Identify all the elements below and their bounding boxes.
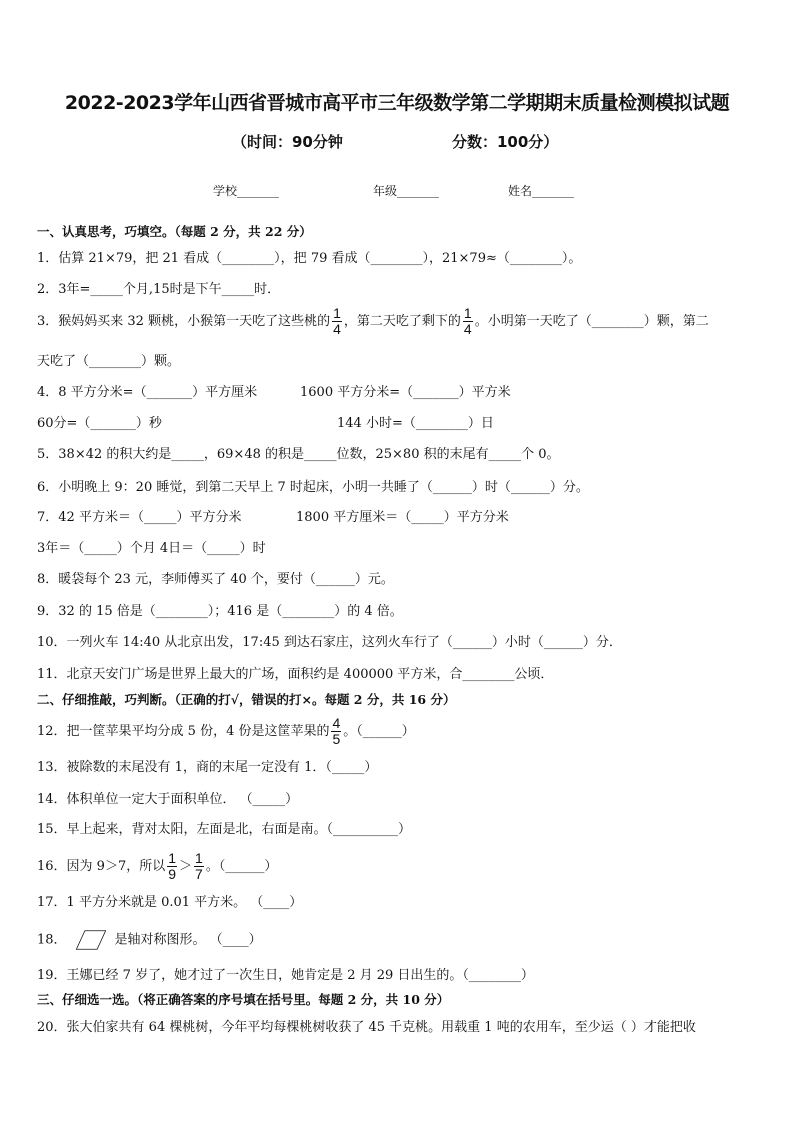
numerator: 1	[195, 850, 203, 866]
q3-text: 。小明第一天吃了（________）颗，第二	[474, 314, 709, 329]
question-5: 5．38×42 的积大约是_____，69×48 的积是_____位数，25×80 积的末尾有_____个 0。	[37, 447, 560, 462]
question-6: 6．小明晚上 9：20 睡觉，到第二天早上 7 时起床，小明一共睡了（______）时（______）分。	[37, 480, 589, 495]
denominator: 4	[333, 321, 341, 337]
denominator: 7	[195, 866, 203, 882]
question-4c: 60分=（_______）秒	[37, 416, 162, 431]
question-7c: 3年＝（_____）个月 4日＝（_____）时	[37, 541, 266, 556]
q18-text: 是轴对称图形。 （____）	[114, 932, 262, 948]
section-3-heading: 三、仔细选一选。（将正确答案的序号填在括号里。每题 2 分，共 10 分）	[37, 992, 450, 1007]
question-8: 8．暖袋每个 23 元，李师傅买了 40 个，要付（______）元。	[37, 572, 394, 587]
denominator: 9	[168, 866, 177, 882]
name-field[interactable]: 姓名_______	[508, 184, 575, 198]
parallelogram-figure	[71, 930, 111, 950]
question-1: 1．估算 21×79，把 21 看成（________），把 79 看成（________），21×79≈（________）。	[37, 251, 582, 266]
question-19: 19．王娜已经 7 岁了，她才过了一次生日，她肯定是 2 月 29 日出生的。（________）	[37, 968, 534, 983]
question-13: 13．被除数的末尾没有 1，商的末尾一定没有 1．（_____）	[37, 760, 378, 775]
q18-number: 18．	[37, 932, 67, 948]
section-1-heading: 一、认真思考，巧填空。（每题 2 分，共 22 分）	[37, 224, 312, 239]
question-4b: 1600 平方分米=（_______）平方米	[300, 385, 511, 400]
q16-text: 。（______）	[205, 859, 278, 874]
question-4d: 144 小时=（________）日	[337, 416, 494, 431]
fraction	[331, 716, 341, 747]
fraction	[167, 851, 177, 882]
question-10: 10．一列火车 14:40 从北京出发，17:45 到达石家庄，这列火车行了（______）小时（______）分．	[37, 635, 622, 650]
fraction	[194, 851, 204, 882]
greater-than: ＞	[179, 859, 193, 874]
numerator: 4	[332, 715, 341, 731]
question-3	[37, 306, 709, 337]
question-4a: 4．8 平方分米=（_______）平方厘米	[37, 385, 258, 400]
question-9: 9．32 的 15 倍是（________）；416 是（________）的 4 倍。	[37, 604, 403, 619]
fraction	[332, 306, 342, 337]
fraction	[463, 306, 473, 337]
question-2: 2．3年=_____个月,15时是下午_____时．	[37, 282, 281, 297]
exam-time: （时间：90分钟	[232, 133, 343, 151]
question-12	[37, 716, 415, 747]
q12-text: 。（______）	[343, 724, 415, 739]
numerator: 1	[463, 305, 472, 321]
school-field[interactable]: 学校_______	[213, 184, 280, 198]
question-20: 20．张大伯家共有 64 棵桃树，今年平均每棵桃树收获了 45 千克桃。用载重 1 吨的农用车，至少运（ ）才能把收	[37, 1020, 696, 1035]
numerator: 1	[333, 305, 341, 321]
q12-text: 12．把一筐苹果平均分成 5 份，4 份是这筐苹果的	[37, 724, 330, 739]
question-3-cont: 天吃了（________）颗。	[37, 354, 181, 369]
q16-text: 16．因为 9＞7，所以	[37, 859, 166, 874]
question-15: 15．早上起来，背对太阳，左面是北，右面是南。（__________）	[37, 822, 412, 837]
question-16	[37, 851, 277, 882]
exam-score: 分数：100分）	[452, 133, 559, 151]
question-18	[37, 930, 262, 950]
denominator: 5	[332, 731, 341, 747]
grade-field[interactable]: 年级_______	[373, 184, 440, 198]
question-14: 14．体积单位一定大于面积单位． （_____）	[37, 792, 299, 807]
numerator: 1	[168, 850, 177, 866]
section-2-heading: 二、仔细推敲，巧判断。（正确的打√，错误的打×。每题 2 分，共 16 分）	[37, 692, 456, 707]
question-17: 17．1 平方分米就是 0.01 平方米。 （____）	[37, 895, 303, 910]
page-title: 2022-2023学年山西省晋城市高平市三年级数学第二学期期末质量检测模拟试题	[64, 92, 730, 114]
question-7a: 7．42 平方米＝（_____）平方分米	[37, 510, 242, 525]
denominator: 4	[463, 321, 472, 337]
q3-text: 3．猴妈妈买来 32 颗桃，小猴第一天吃了这些桃的	[37, 314, 331, 329]
question-11: 11．北京天安门广场是世界上最大的广场，面积约是 400000 平方米，合________公顷．	[37, 667, 554, 682]
q3-text: ，第二天吃了剩下的	[343, 314, 461, 329]
question-7b: 1800 平方厘米＝（_____）平方分米	[296, 510, 509, 525]
